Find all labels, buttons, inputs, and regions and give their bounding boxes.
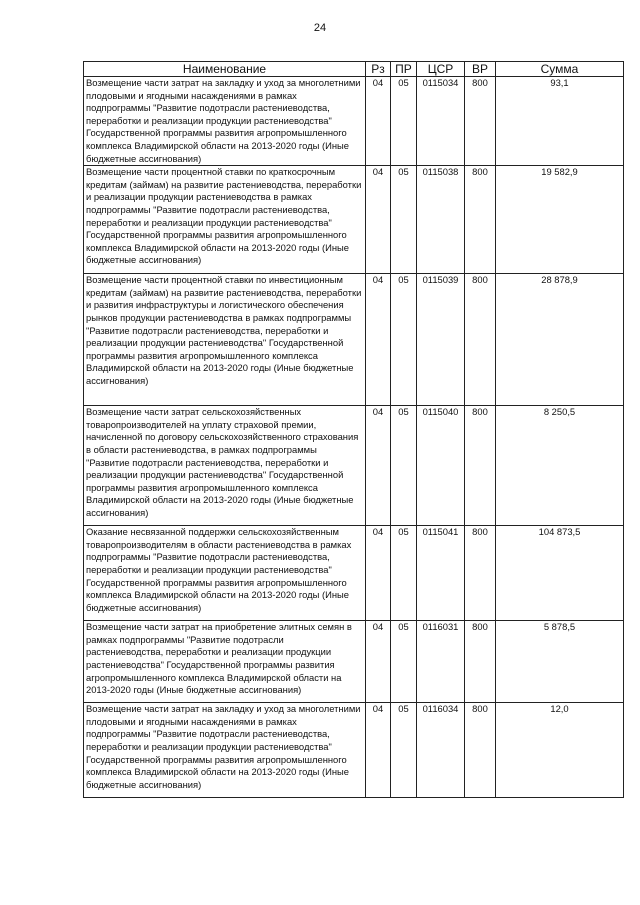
row-sum: 5 878,5	[496, 621, 624, 703]
column-header-sum: Сумма	[496, 62, 624, 77]
row-pr: 05	[391, 526, 417, 621]
table-header-row	[84, 62, 624, 77]
row-pr: 05	[391, 703, 417, 798]
column-header-name: Наименование	[84, 62, 366, 77]
page-number: 24	[313, 22, 327, 34]
row-csr: 0115041	[417, 526, 465, 621]
row-vr: 800	[465, 166, 496, 274]
column-header-vr: ВР	[465, 62, 496, 77]
row-rz: 04	[366, 274, 391, 406]
row-pr: 05	[391, 621, 417, 703]
row-vr: 800	[465, 406, 496, 526]
row-rz: 04	[366, 621, 391, 703]
column-header-csr: ЦСР	[417, 62, 465, 77]
row-name: Оказание несвязанной поддержки сельскохозяйственным товаропроизводителям в области растениеводства в рамках подпрограммы "Развитие подотрасли растениеводства, переработки и реализации продукции растениеводства" Государственной программы развития агропромышленного комплекса Владимирской области на 2013-2020 годы (Иные бюджетные ассигнования)	[84, 526, 366, 621]
row-csr: 0115039	[417, 274, 465, 406]
row-vr: 800	[465, 274, 496, 406]
table-row	[84, 621, 624, 703]
table-row	[84, 166, 624, 274]
row-pr: 05	[391, 166, 417, 274]
row-vr: 800	[465, 526, 496, 621]
row-csr: 0116031	[417, 621, 465, 703]
row-vr: 800	[465, 621, 496, 703]
table-row	[84, 526, 624, 621]
row-sum: 19 582,9	[496, 166, 624, 274]
row-vr: 800	[465, 703, 496, 798]
row-pr: 05	[391, 406, 417, 526]
table-row	[84, 77, 624, 166]
row-rz: 04	[366, 703, 391, 798]
row-pr: 05	[391, 274, 417, 406]
row-rz: 04	[366, 77, 391, 166]
table-row	[84, 274, 624, 406]
row-csr: 0115034	[417, 77, 465, 166]
row-sum: 12,0	[496, 703, 624, 798]
row-name: Возмещение части затрат сельскохозяйственных товаропроизводителей на уплату страховой премии, начисленной по договору сельскохозяйственного страхования в области растениеводства, в рамках подпрограммы "Развитие подотрасли растениеводства, переработки и реализации продукции растениеводства" Государственной программы развития агропромышленного комплекса Владимирской области на 2013-2020 годы (Иные бюджетные ассигнования)	[84, 406, 366, 526]
column-header-rz: Рз	[366, 62, 391, 77]
row-rz: 04	[366, 166, 391, 274]
row-name: Возмещение части затрат на приобретение элитных семян в рамках подпрограммы "Развитие подотрасли растениеводства, переработки и реализации продукции растениеводства" Государственной программы развития агропромышленного комплекса Владимирской области на 2013-2020 годы (Иные бюджетные ассигнования)	[84, 621, 366, 703]
row-rz: 04	[366, 406, 391, 526]
row-sum: 8 250,5	[496, 406, 624, 526]
table-row	[84, 406, 624, 526]
row-sum: 104 873,5	[496, 526, 624, 621]
row-csr: 0116034	[417, 703, 465, 798]
budget-table	[83, 61, 624, 798]
column-header-pr: ПР	[391, 62, 417, 77]
row-pr: 05	[391, 77, 417, 166]
row-csr: 0115038	[417, 166, 465, 274]
row-vr: 800	[465, 77, 496, 166]
row-sum: 28 878,9	[496, 274, 624, 406]
row-name: Возмещение части процентной ставки по инвестиционным кредитам (займам) на развитие растениеводства, переработки и развития инфраструктуры и логистического обеспечения рынков продукции растениеводства в рамках подпрограммы "Развитие подотрасли растениеводства, переработки и реализации продукции растениеводства" Государственной программы развития агропромышленного комплекса Владимирской области на 2013-2020 годы (Иные бюджетные ассигнования)	[84, 274, 366, 406]
row-name: Возмещение части затрат на закладку и уход за многолетними плодовыми и ягодными насаждениями в рамках подпрограммы "Развитие подотрасли растениеводства, переработки и реализации продукции растениеводства" Государственной программы развития агропромышленного комплекса Владимирской области на 2013-2020 годы (Иные бюджетные ассигнования)	[84, 77, 366, 166]
row-name: Возмещение части затрат на закладку и уход за многолетними плодовыми и ягодными насаждениями в рамках подпрограммы "Развитие подотрасли растениеводства, переработки и реализации продукции растениеводства" Государственной программы развития агропромышленного комплекса Владимирской области на 2013-2020 годы (Иные бюджетные ассигнования)	[84, 703, 366, 798]
row-csr: 0115040	[417, 406, 465, 526]
table-row	[84, 703, 624, 798]
row-sum: 93,1	[496, 77, 624, 166]
row-rz: 04	[366, 526, 391, 621]
row-name: Возмещение части процентной ставки по краткосрочным кредитам (займам) на развитие растениеводства, переработки и реализации продукции растениеводства в рамках подпрограммы "Развитие подотрасли растениеводства, переработки и реализации продукции растениеводства" Государственной программы развития агропромышленного комплекса Владимирской области на 2013-2020 годы (Иные бюджетные ассигнования)	[84, 166, 366, 274]
